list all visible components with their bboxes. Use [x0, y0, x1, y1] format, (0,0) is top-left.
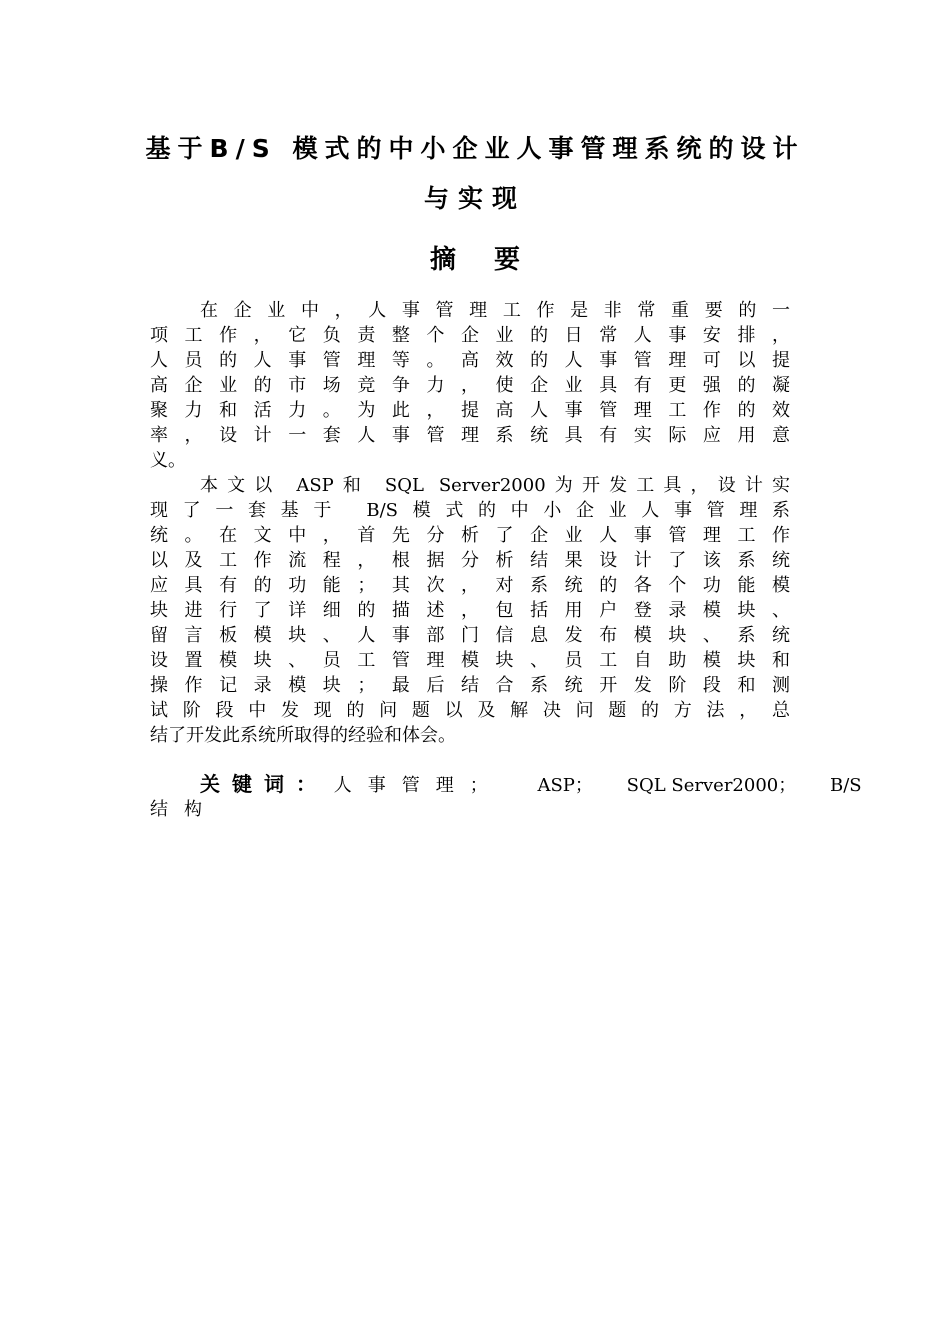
document-title-line-1: 基于B/S 模式的中小企业人事管理系统的设计	[145, 134, 805, 163]
paragraph-line: 应具有的功能；其次，对系统的各个功能模	[150, 575, 790, 596]
keyword-item: ASP；	[537, 775, 593, 796]
abstract-heading: 摘要	[429, 245, 558, 275]
paragraph-line: 块进行了详细的描述，包括用户登录模块、	[150, 600, 790, 621]
paragraph-line: 高企业的市场竞争力，使企业具有更强的凝	[150, 375, 790, 396]
paragraph-line: 聚力和活力。为此，提高人事管理工作的效	[150, 400, 790, 421]
paragraph-line: 本文以 ASP和 SQL Server2000为开发工具，设计实	[200, 475, 790, 496]
paragraph-line: 率，设计一套人事管理系统具有实际应用意	[150, 425, 790, 446]
paragraph-line: 结了开发此系统所取得的经验和体会。	[150, 725, 456, 746]
paragraph-line: 留言板模块、人事部门信息发布模块、系统	[150, 625, 790, 646]
paragraph-line: 现了一套基于 B/S模式的中小企业人事管理系	[150, 500, 790, 521]
keywords-continuation: 结构	[150, 799, 218, 820]
paragraph-line: 统。在文中，首先分析了企业人事管理工作	[150, 525, 790, 546]
paragraph-line: 试阶段中发现的问题以及解决问题的方法，总	[150, 700, 790, 721]
document-title-line-2: 与实现	[423, 184, 526, 213]
keywords-list	[334, 775, 862, 796]
abstract-paragraph-2	[150, 473, 790, 748]
paragraph-line: 人员的人事管理等。高效的人事管理可以提	[150, 350, 790, 371]
paragraph-line: 操作记录模块；最后结合系统开发阶段和测	[150, 675, 790, 696]
keyword-item: 人事管理；	[333, 775, 504, 796]
keywords-section	[150, 772, 862, 822]
paragraph-line: 项工作，它负责整个企业的日常人事安排，	[150, 325, 790, 346]
abstract-paragraph-1	[150, 298, 790, 473]
keyword-item: SQL Server2000；	[626, 775, 797, 796]
keyword-item: B/S	[829, 775, 862, 796]
keywords-line	[150, 772, 862, 797]
paragraph-line: 义。	[150, 450, 186, 471]
paragraph-line: 以及工作流程，根据分析结果设计了该系统	[150, 550, 790, 571]
paragraph-line: 设置模块、员工管理模块、员工自助模块和	[150, 650, 790, 671]
keywords-label: 关键词：	[200, 772, 328, 796]
paragraph-line: 在企业中，人事管理工作是非常重要的一	[200, 300, 790, 321]
